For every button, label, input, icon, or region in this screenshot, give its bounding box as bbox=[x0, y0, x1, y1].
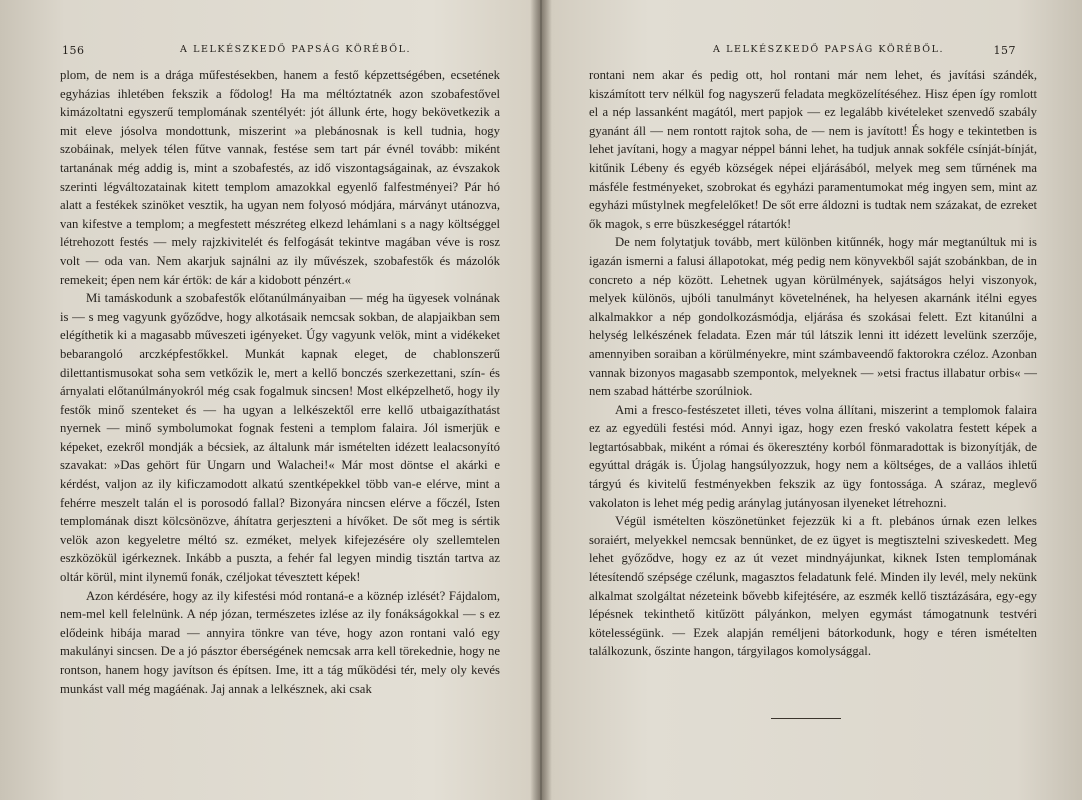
paragraph: rontani nem akar és pedig ott, hol rontani már nem lehet, és javítási szándék, kiszámított terv nélkül fog nagyszerű feladata megközelítéséhez. Hisz épen így romlott el a nép lassanként magától, mert papjok — ez legalább kivételeket szenvedő szabály gyanánt áll — nem rontott rajtok soha, de — nem is javított! És hogy e tekintetben is lehet javítani, hogy a magyar néppel bánni lehet, ha tudjuk annak sokféle csínját-bínját, kitűnik Lébeny és egyéb községek népei eljárásából, melyek meg sem tűrnének ma másféle festményeket, szobrokat és egyházi paramentumokat még ingyen sem, mint az egyházi műstylnek megfelelőket! De sőt erre áldozni is tudtak nem százakat, de ezreket ők magok, s erre büszkeséggel rátartók! bbox=[589, 68, 1037, 231]
body-text bbox=[60, 66, 500, 698]
left-page bbox=[0, 0, 538, 800]
end-rule bbox=[771, 718, 841, 719]
paragraph: Mi tamáskodunk a szobafestők előtanúlmányaiban — még ha ügyesek volnának is — s meg vagyunk győződve, hogy alkotásaik nemcsak sokban, de alapjaikban sem elégíthetik ki a magasabb műveszeti igényeket. Úgy vagyunk velök, mint a vidékeket bebarangoló arczképfestőkkel. Munkát kapnak eleget, de chablonszerű dilettantismusokat soha sem vetkőzik le, mert a kellő bonczés szerkezettani, szín- és árnyalati előtanúlmányokról még csak fogalmuk sincsen! Most elképzelhető, hogy ily festők minő szenteket és — ha ugyan a lelkészektől erre kellő utbaigazíthatást nyernek — minő symbolumokat fognak festeni a templom falaira. Jól ismerjük e képeket, ezekről mondják a bécsiek, az általunk már ismételten idézett lealacsonyító szavakat: »Das gehört für Ungarn und Walachei!« Már most döntse el akárki e kérdést, valjon az ily kificzamodott alkatú szentképekkel több van-e elérve, mint a fehérre meszelt talán el is porosodó fallal? Bizonyára nincsen elérve a főczél, Isten templomának diszt kölcsönözve, áhítatra gerjeszteni a hívőket. De sőt meg is sértik velök azon kegyeletre méltó sz. ezméket, melyek kifejezésére oly szellemtelen eszközökül igérkeznek. Inkább a puszta, a fehér fal legyen mindig tisztán tartva az oltár körül, mint ilynemű fonák, czéljokat tévesztett képek! bbox=[60, 291, 500, 585]
paragraph: Végül ismételten köszönetünket fejezzük ki a ft. plebános úrnak ezen lelkes soraiért, melyekkel nemcsak bennünket, de ez ügyet is megtisztelni sziveskedett. Meg lehet győződve, hogy ez az út vezet mindnyájunkat, kiknek Isten templomának létesítendő szépsége czélunk, magasztos feladatunk felé. Minden ily levél, mely nekünk alkalmat szolgáltat nézeteink bővebb kifejtésére, az eszmék kellő tisztázására, egy-egy lépésnek tekinthető kitűzött pályánkon, melyen egymást támogatnunk testvéri kötelességünk. — Ezek alapján reméljeni bátorkodunk, hogy e téren ismételten találkozunk, őszinte hangon, tárgyilagos komolysággal. bbox=[589, 514, 1037, 659]
running-head: A LELKÉSZKEDŐ PAPSÁG KÖRÉBŐL. bbox=[180, 44, 412, 55]
paragraph: Azon kérdésére, hogy az ily kifestési mód rontaná-e a köznép izlését? Fájdalom, nem-mel kell felelnünk. A nép józan, természetes izlése az ily fonákságokkal — s ez elődeink hibája marad — annyira tönkre van téve, hogy azon rontani való egy makulányi sincsen. De a jó pásztor éberségének nemcsak arra kell törekednie, hogy ne rontson, hanem hogy javítson és építsen. Ime, itt a tág működési tér, mely oly kevés munkást vall még magáénak. Jaj annak a lelkésznek, aki csak bbox=[60, 588, 500, 696]
right-page bbox=[543, 0, 1082, 800]
paragraph: De nem folytatjuk tovább, mert különben kitűnnék, hogy már megtanúltuk mi is igazán ismerni a falusi állapotokat, még pedig nem könyvekből saját szobánkban, de in concreto a nép között. Lehetnek ugyan körülmények, sajátságos helyi viszonyok, melyek különös, ujbóli tanulmányt követelnének, ha helyesen akarnánk itélni egyes alkalmakkor a nép gondolkozásmódja, eljárása és szokásai felett. Ezt kitanúlni a helység lelkészének feladata. Ezen már túl látszik lenni itt idézett levelünk szerzője, amennyiben soraiban a körülményekre, mint számbaveendő faktorokra czéloz. Azonban vannak bizonyos magasabb szempontok, melyeknek — »etsi fractus illabatur orbis« — nem szabad háttérbe szorúlniok. bbox=[589, 235, 1037, 399]
running-head: A LELKÉSZKEDŐ PAPSÁG KÖRÉBŐL. bbox=[713, 44, 945, 55]
page-number: 157 bbox=[993, 44, 1016, 57]
paragraph: Ami a fresco-festészetet illeti, téves volna állítani, miszerint a templomok falaira ez az egyedüli festési mód. Annyi igaz, hogy ezen freskó vakolatra festett képek a legtartósabbak, miként a római és ökeresztény korból fönmaradottak is bizonyítják, de egyúttal drágák is. Újolag hangsúlyozzuk, hogy nem a költséges, de a valláos ihletű tárgyú és kivitelű festményekben fekszik az ügy fontossága. A száraz, meglevő vakolaton is lehet még pedig aránylag jutányosan ilyeneket létrehozni. bbox=[589, 402, 1037, 510]
paragraph: plom, de nem is a drága műfestésekben, hanem a festő képzettségében, ecsetének egyházias ihletében fekszik a fődolog! Ha ma méltóztatnék azon szobafestővel kimázoltatni egyszerű templomának szentélyét: jót állunk érte, hogy bekövetkezik a mit eleve jósolva mondottunk, miszerint »a plebánosnak is kell tudnia, hogy szobáinak, melyek télen fűtve vannak, festése sem tart pár évnél tovább: miként tartanának még addig is, mint a szobafestés, az idő viszontagságainak, az évszakok szerinti légváltozatainak kitett templom amazokkal egyenlő falfestményei? Pár hó alatt a festékek szinöket vesztik, ha ugyan nem folyosó módjára, márványt utánozva, van kifestve a templom; a megfestett mészréteg elkezd lehámlani s a nagy költséggel létrehozott festés — mely rajzkivitelét és felfogását tekintve magában véve is rosz volt — oda van. Nem akarjuk sajnálni az ily művészek, szobafestők és mázolók remekeit; épen nem kár értök: de kár a kidobott pénzért.« bbox=[60, 68, 500, 287]
body-text bbox=[589, 66, 1037, 661]
page-number: 156 bbox=[62, 44, 85, 57]
